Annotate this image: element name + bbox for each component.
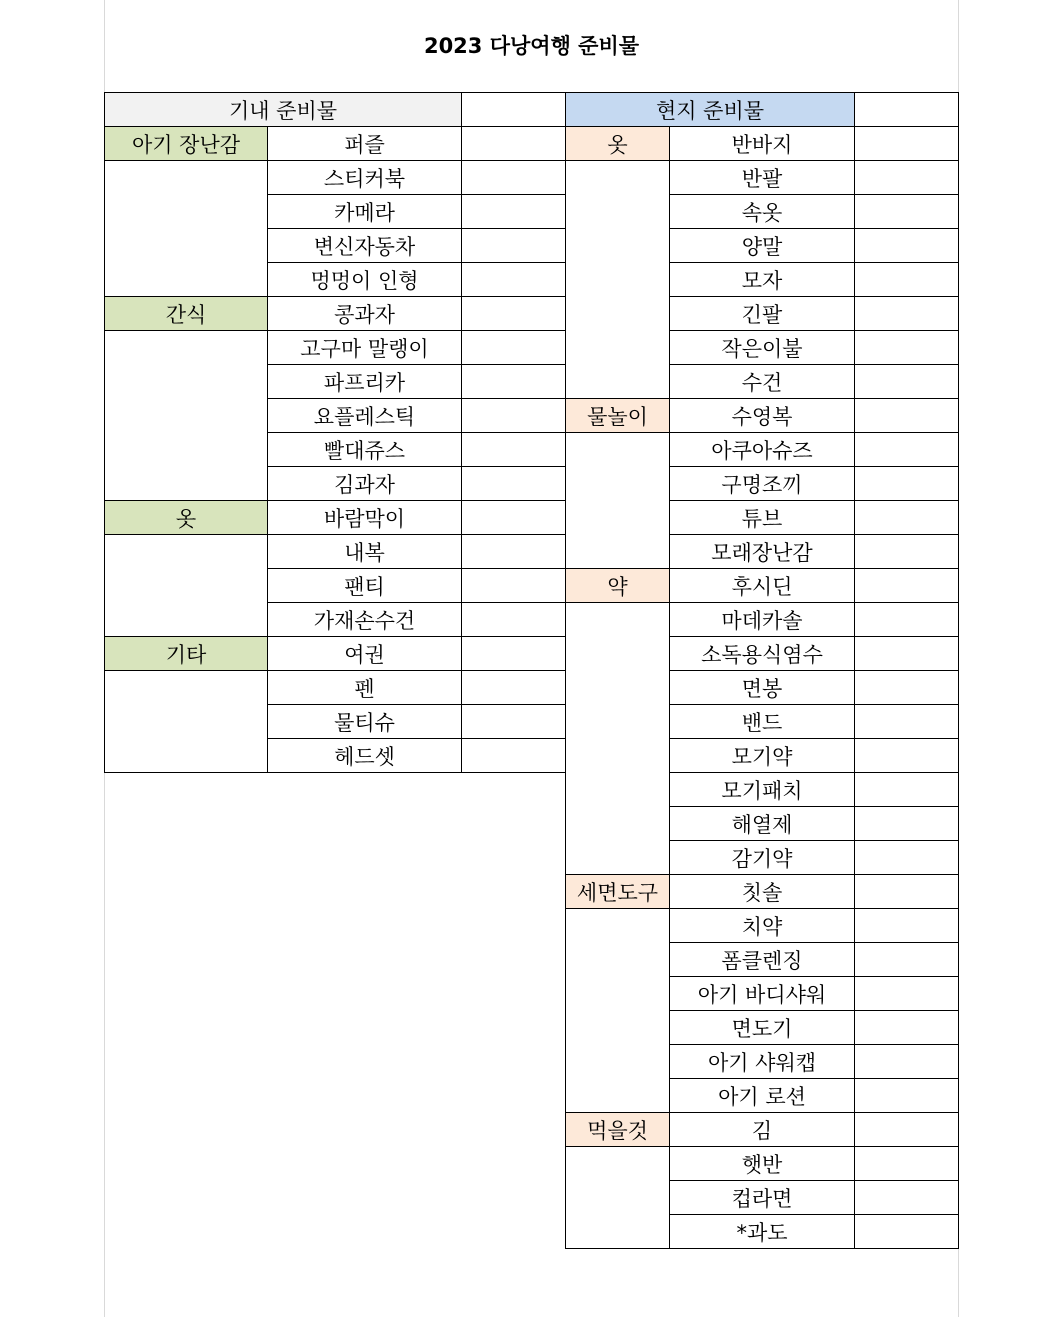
item-name[interactable]: 아기 로션	[670, 1079, 855, 1113]
item-name[interactable]: 수영복	[670, 399, 855, 433]
check-cell[interactable]	[462, 637, 566, 671]
table-row	[566, 569, 959, 603]
item-name[interactable]: 내복	[268, 535, 462, 569]
check-cell[interactable]	[855, 773, 959, 807]
item-name[interactable]: 아기 샤워캡	[670, 1045, 855, 1079]
item-name[interactable]: 감기약	[670, 841, 855, 875]
item-name[interactable]: 모기패치	[670, 773, 855, 807]
item-name[interactable]: 펜	[268, 671, 462, 705]
check-cell[interactable]	[855, 1147, 959, 1181]
item-name[interactable]: 컵라면	[670, 1181, 855, 1215]
check-cell[interactable]	[855, 1113, 959, 1147]
check-cell[interactable]	[462, 161, 566, 195]
item-name[interactable]: 양말	[670, 229, 855, 263]
item-name[interactable]: 모기약	[670, 739, 855, 773]
check-cell[interactable]	[462, 229, 566, 263]
local-checklist-table	[565, 92, 959, 1249]
item-name[interactable]: 퍼즐	[268, 127, 462, 161]
cabin-checklist-table	[104, 92, 566, 773]
item-name[interactable]: 바람막이	[268, 501, 462, 535]
category-label[interactable]: 물놀이	[566, 399, 670, 433]
check-cell[interactable]	[855, 569, 959, 603]
right-header-row	[566, 93, 959, 127]
table-row	[105, 161, 566, 195]
check-cell[interactable]	[855, 1011, 959, 1045]
item-name[interactable]: 치약	[670, 909, 855, 943]
check-cell[interactable]	[462, 501, 566, 535]
left-header-row	[105, 93, 566, 127]
check-cell[interactable]	[462, 739, 566, 773]
category-label[interactable]: 아기 장난감	[105, 127, 268, 161]
check-cell[interactable]	[855, 399, 959, 433]
category-spacer-cell	[105, 535, 268, 637]
check-cell[interactable]	[462, 399, 566, 433]
check-cell[interactable]	[855, 433, 959, 467]
item-name[interactable]: 물티슈	[268, 705, 462, 739]
check-cell[interactable]	[855, 705, 959, 739]
check-cell[interactable]	[855, 807, 959, 841]
table-row	[105, 671, 566, 705]
item-name[interactable]: 햇반	[670, 1147, 855, 1181]
item-name[interactable]: 면봉	[670, 671, 855, 705]
category-label[interactable]: 세면도구	[566, 875, 670, 909]
check-cell[interactable]	[855, 739, 959, 773]
item-name[interactable]: 속옷	[670, 195, 855, 229]
right-section-header[interactable]: 현지 준비물	[566, 93, 855, 127]
check-cell[interactable]	[855, 1215, 959, 1249]
item-name[interactable]: 수건	[670, 365, 855, 399]
table-row	[566, 909, 959, 943]
item-name[interactable]: 후시딘	[670, 569, 855, 603]
item-name[interactable]: 헤드셋	[268, 739, 462, 773]
check-cell[interactable]	[855, 943, 959, 977]
category-spacer-cell	[566, 1147, 670, 1249]
check-cell[interactable]	[462, 365, 566, 399]
check-cell[interactable]	[462, 671, 566, 705]
item-name[interactable]: 반바지	[670, 127, 855, 161]
table-row	[566, 1113, 959, 1147]
category-spacer-cell	[105, 671, 268, 773]
left-section-header[interactable]: 기내 준비물	[105, 93, 462, 127]
item-name[interactable]: 스티커북	[268, 161, 462, 195]
check-cell[interactable]	[462, 603, 566, 637]
category-spacer-cell	[105, 161, 268, 297]
check-cell[interactable]	[462, 331, 566, 365]
table-row	[105, 127, 566, 161]
left-header-check-cell[interactable]	[462, 93, 566, 127]
check-cell[interactable]	[855, 637, 959, 671]
check-cell[interactable]	[462, 569, 566, 603]
item-name[interactable]: *과도	[670, 1215, 855, 1249]
item-name[interactable]: 변신자동차	[268, 229, 462, 263]
category-label[interactable]: 옷	[566, 127, 670, 161]
category-spacer-cell	[566, 603, 670, 875]
check-cell[interactable]	[855, 1181, 959, 1215]
category-spacer-cell	[105, 331, 268, 501]
item-name[interactable]: 고구마 말랭이	[268, 331, 462, 365]
item-name[interactable]: 긴팔	[670, 297, 855, 331]
check-cell[interactable]	[855, 161, 959, 195]
page-title: 2023 다낭여행 준비물	[423, 34, 640, 58]
check-cell[interactable]	[855, 195, 959, 229]
item-name[interactable]: 빨대쥬스	[268, 433, 462, 467]
check-cell[interactable]	[855, 977, 959, 1011]
check-cell[interactable]	[855, 297, 959, 331]
check-cell[interactable]	[462, 195, 566, 229]
table-row	[566, 875, 959, 909]
check-cell[interactable]	[462, 467, 566, 501]
item-name[interactable]: 김	[670, 1113, 855, 1147]
category-label[interactable]: 간식	[105, 297, 268, 331]
check-cell[interactable]	[855, 229, 959, 263]
check-cell[interactable]	[462, 263, 566, 297]
category-label[interactable]: 약	[566, 569, 670, 603]
check-cell[interactable]	[855, 263, 959, 297]
item-name[interactable]: 작은이불	[670, 331, 855, 365]
table-row	[566, 399, 959, 433]
item-name[interactable]: 요플레스틱	[268, 399, 462, 433]
check-cell[interactable]	[462, 127, 566, 161]
item-name[interactable]: 소독용식염수	[670, 637, 855, 671]
item-name[interactable]: 마데카솔	[670, 603, 855, 637]
check-cell[interactable]	[855, 365, 959, 399]
item-name[interactable]: 멍멍이 인형	[268, 263, 462, 297]
check-cell[interactable]	[462, 433, 566, 467]
check-cell[interactable]	[855, 331, 959, 365]
table-row	[566, 161, 959, 195]
table-row	[105, 501, 566, 535]
table-row	[566, 127, 959, 161]
check-cell[interactable]	[855, 841, 959, 875]
check-cell[interactable]	[855, 909, 959, 943]
item-name[interactable]: 모자	[670, 263, 855, 297]
category-label[interactable]: 기타	[105, 637, 268, 671]
check-cell[interactable]	[855, 467, 959, 501]
item-name[interactable]: 모래장난감	[670, 535, 855, 569]
table-row	[105, 637, 566, 671]
check-cell[interactable]	[855, 603, 959, 637]
table-row	[105, 331, 566, 365]
check-cell[interactable]	[855, 1079, 959, 1113]
item-name[interactable]: 해열제	[670, 807, 855, 841]
table-row	[105, 297, 566, 331]
item-name[interactable]: 아쿠아슈즈	[670, 433, 855, 467]
item-name[interactable]: 팬티	[268, 569, 462, 603]
item-name[interactable]: 구명조끼	[670, 467, 855, 501]
item-name[interactable]: 튜브	[670, 501, 855, 535]
table-row	[566, 433, 959, 467]
table-row	[566, 603, 959, 637]
check-cell[interactable]	[855, 535, 959, 569]
item-name[interactable]: 파프리카	[268, 365, 462, 399]
item-name[interactable]: 아기 바디샤워	[670, 977, 855, 1011]
item-name[interactable]: 반팔	[670, 161, 855, 195]
item-name[interactable]: 카메라	[268, 195, 462, 229]
item-name[interactable]: 폼클렌징	[670, 943, 855, 977]
check-cell[interactable]	[462, 297, 566, 331]
item-name[interactable]: 가재손수건	[268, 603, 462, 637]
item-name[interactable]: 밴드	[670, 705, 855, 739]
item-name[interactable]: 칫솔	[670, 875, 855, 909]
check-cell[interactable]	[855, 501, 959, 535]
table-row	[566, 1147, 959, 1181]
check-cell[interactable]	[462, 705, 566, 739]
item-name[interactable]: 여권	[268, 637, 462, 671]
check-cell[interactable]	[855, 1045, 959, 1079]
item-name[interactable]: 콩과자	[268, 297, 462, 331]
category-spacer-cell	[566, 909, 670, 1113]
table-row	[105, 535, 566, 569]
item-name[interactable]: 김과자	[268, 467, 462, 501]
category-spacer-cell	[566, 433, 670, 569]
category-label[interactable]: 먹을것	[566, 1113, 670, 1147]
category-label[interactable]: 옷	[105, 501, 268, 535]
check-cell[interactable]	[855, 127, 959, 161]
check-cell[interactable]	[855, 671, 959, 705]
right-header-check-cell[interactable]	[855, 93, 959, 127]
check-cell[interactable]	[855, 875, 959, 909]
item-name[interactable]: 면도기	[670, 1011, 855, 1045]
check-cell[interactable]	[462, 535, 566, 569]
category-spacer-cell	[566, 161, 670, 399]
